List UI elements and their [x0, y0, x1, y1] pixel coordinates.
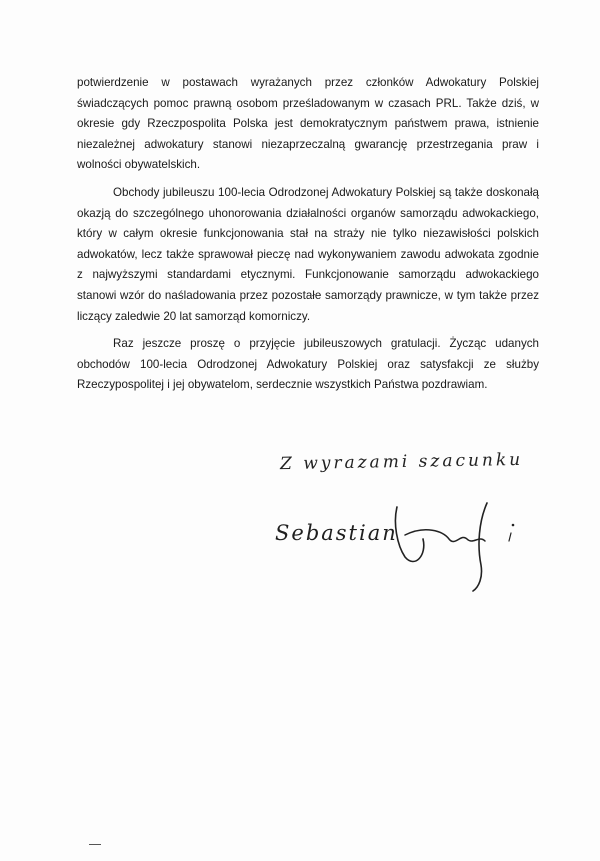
handwritten-closing: Z wyrazami szacunku: [279, 449, 524, 475]
handwritten-signature: [265, 495, 535, 595]
letter-body: [77, 73, 539, 396]
corner-mark: [89, 843, 101, 846]
signature-name: Sebastian: [275, 521, 398, 545]
paragraph-continuation: potwierdzenie w postawach wyrażanych przez członków Adwokatury Polskiej świadczących pomoc prawną osobom prześladowanym w czasach PRL. Także dziś, w okresie gdy Rzeczpospolita Polska jest demokratycznym państwem prawa, istnienie niezależnej adwokatury stanowi niezaprzeczalną gwarancję przestrzegania praw i wolności obywatelskich.: [77, 76, 539, 172]
signature-scribble: [265, 495, 535, 595]
paragraph-greetings: Raz jeszcze proszę o przyjęcie jubileuszowych gratulacji. Życząc udanych obchodów 100-lecia Odrodzonej Adwokatury Polskiej oraz satysfakcji ze służby Rzeczypospolitej i jej obywatelom, serdecznie wszystkich Państwa pozdrawiam.: [77, 337, 539, 392]
paragraph-jubilee: Obchody jubileuszu 100-lecia Odrodzonej Adwokatury Polskiej są także doskonałą okazją do szczególnego uhonorowania działalności organów samorządu adwokackiego, który w całym okresie funkcjonowania stał na straży nie tylko niezawisłości polskich adwokatów, lecz także sprawował pieczę nad wykonywaniem zawodu adwokata zgodnie z najwyższymi standardami etycznymi. Funkcjonowanie samorządu adwokackiego stanowi wzór do naśladowania przez pozostałe samorządy prawnicze, w tym także przez liczący zaledwie 20 lat samorząd komorniczy.: [77, 185, 539, 323]
